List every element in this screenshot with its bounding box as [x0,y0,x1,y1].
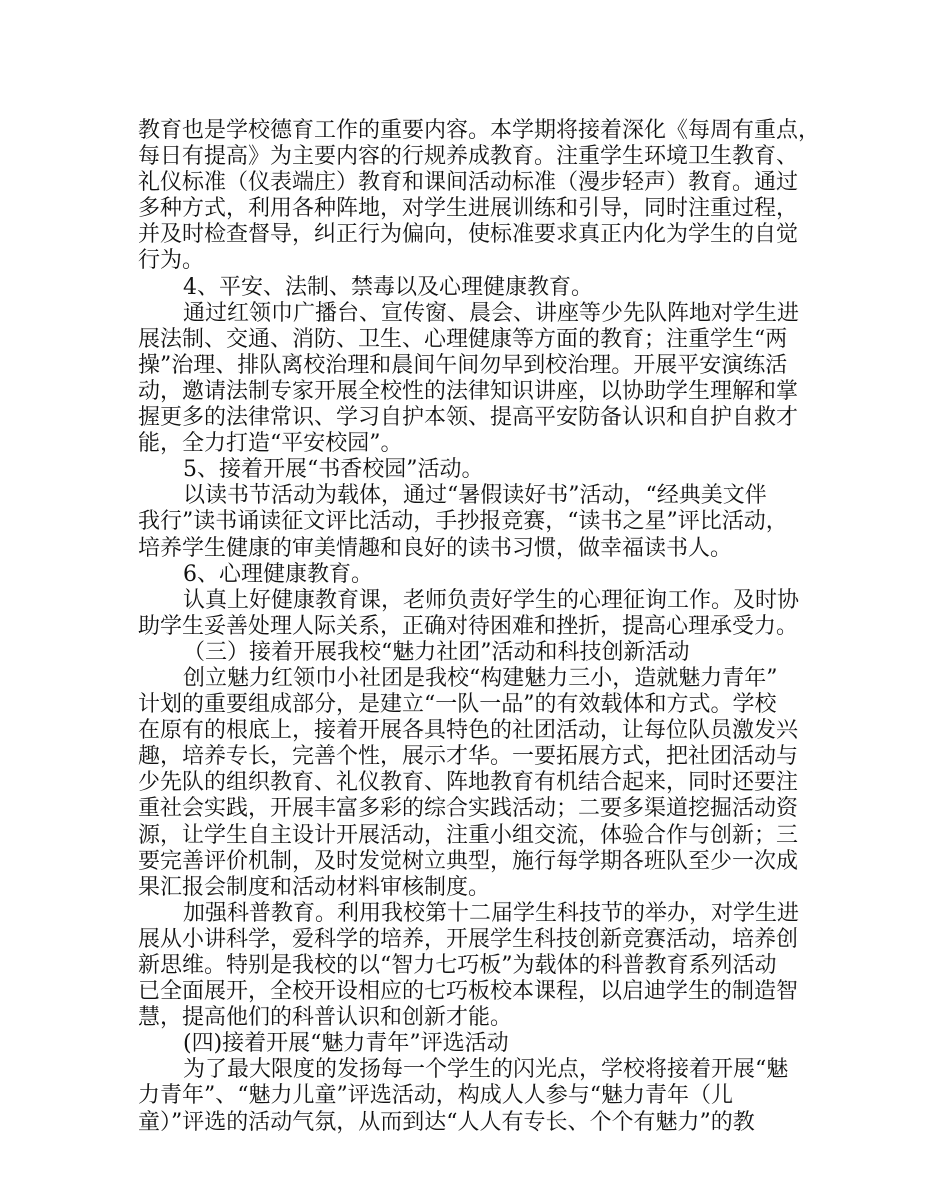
text-line: 新思维。特别是我校的以“智力七巧板”为载体的科普教育系列活动 [138,953,777,978]
text-line: 计划的重要组成部分，是建立“一队一品”的有效载体和方式。学校 [138,692,777,718]
text-line: 重社会实践，开展丰富多彩的综合实践活动；二要多渠道挖掘活动资 [138,796,799,822]
text-line: 要完善评价机制，及时发觉树立典型，施行每学期各班队至少一次成 [138,848,799,874]
document-body [138,118,821,1136]
text-line: 助学生妥善处理人际关系，正确对待困难和挫折，提高心理承受力。 [138,613,799,639]
text-line: 果汇报会制度和活动材料审核制度。 [138,874,491,900]
text-line: 我行”读书诵读征文评比活动，手抄报竞赛，“读书之星”评比活动， [138,509,788,535]
text-line: 力青年”、“魅力儿童”评选活动，构成人人参与“魅力青年（儿 [138,1083,733,1109]
text-line: 礼仪标准（仪表端庄）教育和课间活动标准（漫步轻声）教育。通过 [138,170,799,196]
text-line: 在原有的根底上，接着开展各具特色的社团活动，让每位队员激发兴 [138,718,799,744]
text-line: (四)接着开展“魅力青年”评选活动 [183,1031,509,1057]
text-line: 能，全力打造“平安校园”。 [138,431,403,457]
text-line: 少先队的组织教育、礼仪教育、阵地教育有机结合起来，同时还要注 [138,770,799,796]
text-line: 操”治理、排队离校治理和晨间午间勿早到校治理。开展平安演练活 [138,352,788,378]
text-line: 4、平安、法制、禁毒以及心理健康教育。 [183,274,593,300]
text-line: 动，邀请法制专家开展全校性的法律知识讲座，以协助学生理解和掌 [138,378,799,404]
text-line: 6、心理健康教育。 [183,561,373,587]
text-line: 以读书节活动为载体，通过“暑假读好书”活动，“经典美文伴 [183,483,767,509]
text-line: 创立魅力红领巾小社团是我校“构建魅力三小，造就魅力青年” [183,665,778,691]
text-line: 通过红领巾广播台、宣传窗、晨会、讲座等少先队阵地对学生进 [183,300,800,326]
text-line: 加强科普教育。利用我校第十二届学生科技节的举办，对学生进 [183,900,800,926]
text-line: 慧，提高他们的科普认识和创新才能。 [138,1005,513,1031]
text-line: 握更多的法律常识、学习自护本领、提高平安防备认识和自护自救才 [138,405,799,431]
text-line: 源，让学生自主设计开展活动，注重小组交流，体验合作与创新；三 [138,822,799,848]
text-line: 展法制、交通、消防、卫生、心理健康等方面的教育；注重学生“两 [138,326,788,352]
text-line: 多种方式，利用各种阵地，对学生进展训练和引导，同时注重过程， [138,196,799,222]
text-line: 趣，培养专长，完善个性，展示才华。一要拓展方式，把社团活动与 [138,744,799,770]
text-line: 认真上好健康教育课，老师负责好学生的心理征询工作。及时协 [183,587,800,613]
text-line: 童）”评选的活动气氛，从而到达“人人有专长、个个有魅力”的教 [138,1109,755,1135]
text-line: 5、接着开展“书香校园”活动。 [183,457,484,483]
text-line: 行为。 [138,248,205,274]
text-line: 为了最大限度的发扬每一个学生的闪光点，学校将接着开展“魅 [183,1057,789,1083]
text-line: 教育也是学校德育工作的重要内容。本学期将接着深化《每周有重点， [138,118,821,143]
text-line: 培养学生健康的审美情趣和良好的读书习惯，做幸福读书人。 [138,535,733,561]
text-line: 每日有提高》为主要内容的行规养成教育。注重学生环境卫生教育、 [138,144,799,170]
text-line: 并及时检查督导，纠正行为偏向，使标准要求真正内化为学生的自觉 [138,222,799,248]
text-line: （三）接着开展我校“魅力社团”活动和科技创新活动 [183,639,690,665]
text-line: 展从小讲科学，爱科学的培养，开展学生科技创新竞赛活动，培养创 [138,926,799,952]
text-line: 已全面展开，全校开设相应的七巧板校本课程，以启迪学生的制造智 [138,979,799,1005]
